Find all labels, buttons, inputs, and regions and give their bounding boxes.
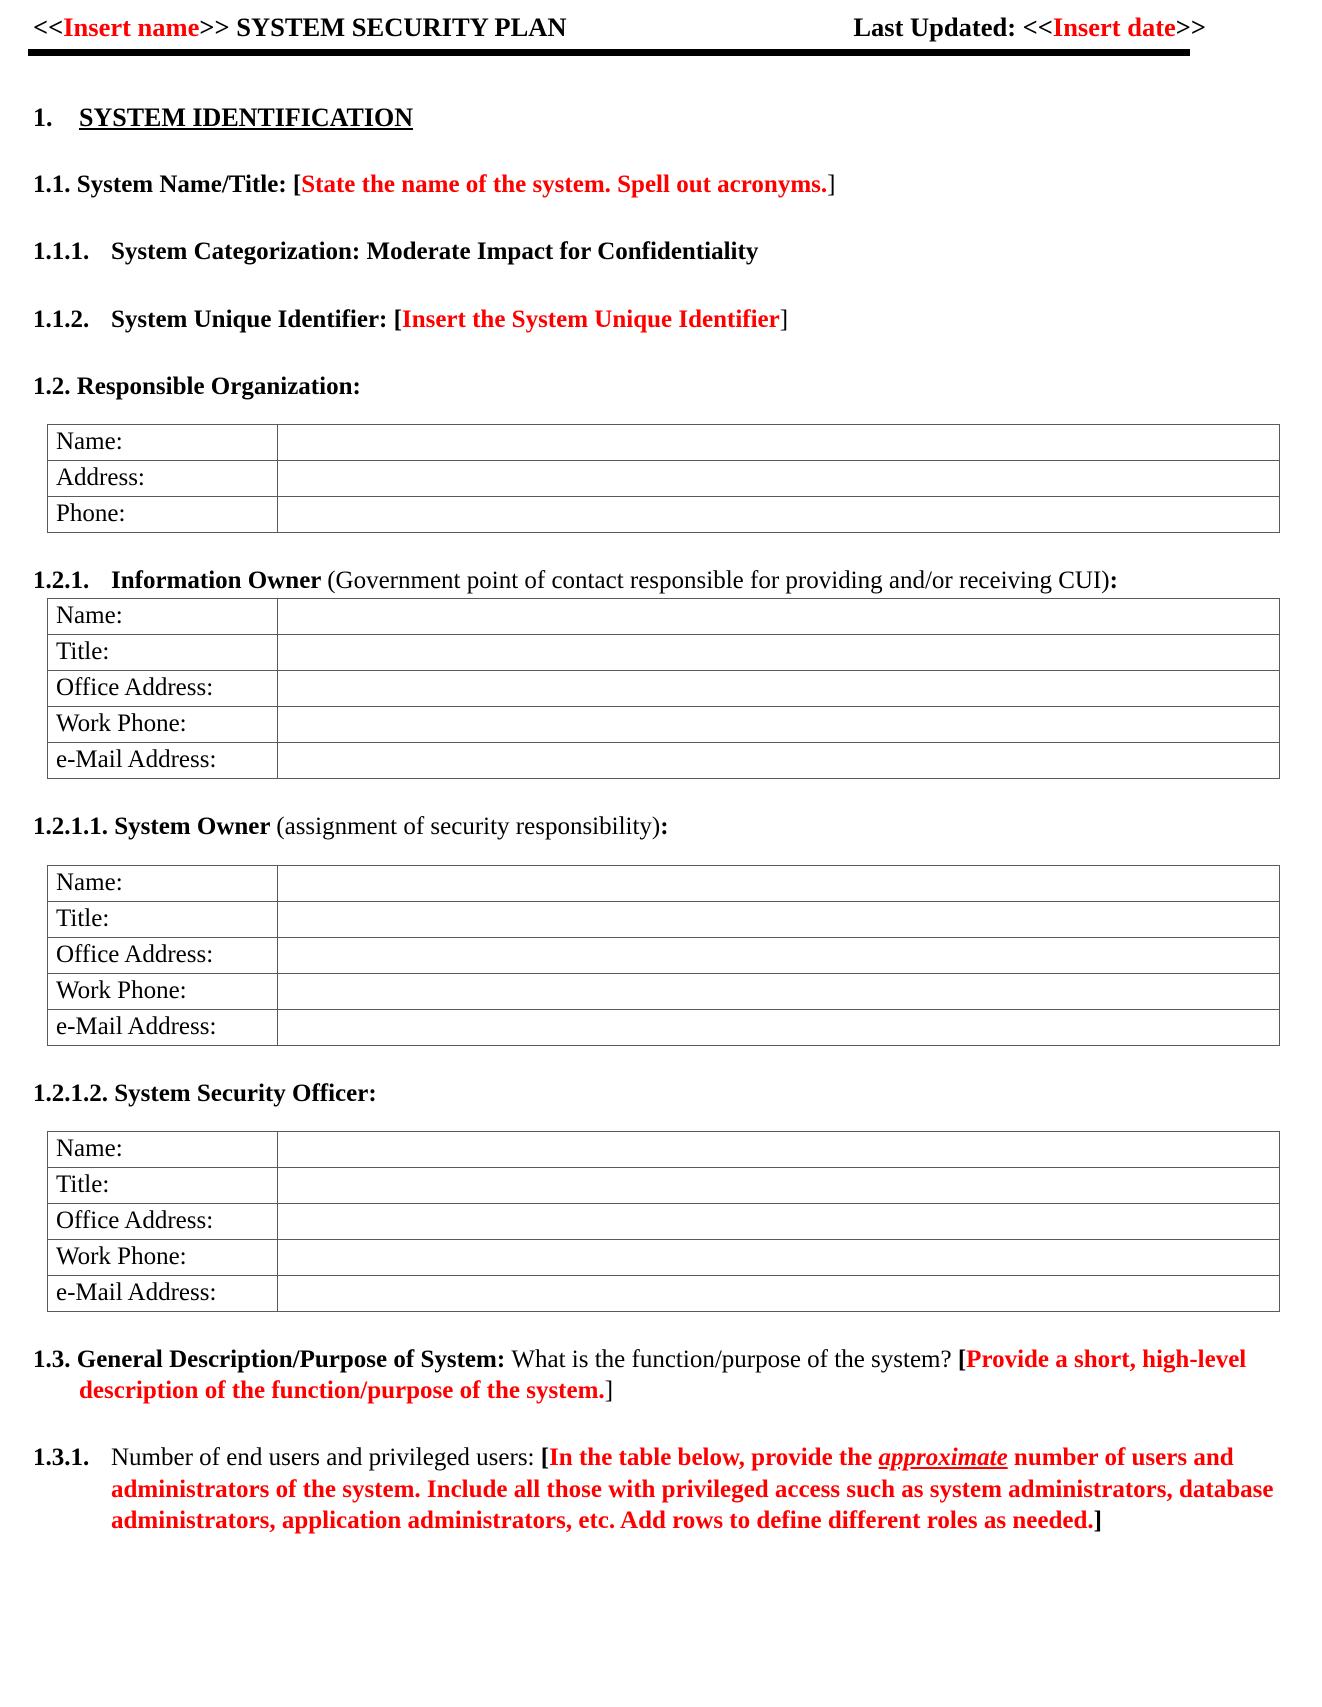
bracket-open: [ [540,1444,550,1472]
insert-name-close-chevrons: >> [199,12,230,42]
bracket-open: [ [292,171,302,199]
bracket-close: ] [604,1377,614,1405]
section-1-3-question: What is the function/purpose of the system? [511,1345,958,1373]
table-row [48,973,1280,1009]
document-title: SYSTEM SECURITY PLAN [229,12,567,42]
table-row [48,599,1280,635]
row-label-email-address: e-Mail Address: [48,1275,278,1311]
section-1-2-1-1-label: 1.2.1.1. System Owner [33,813,277,841]
row-label-email-address: e-Mail Address: [48,1009,278,1045]
section-1-2-responsible-organization: 1.2. Responsible Organization: [33,372,361,400]
section-1-1-2-system-unique-identifier [33,304,1294,335]
section-1-3-label: 1.3. General Description/Purpose of System: [33,1345,512,1373]
row-label-title: Title: [48,635,278,671]
row-value-title[interactable] [278,635,1280,671]
row-label-name: Name: [48,865,278,901]
document-body [33,102,1294,1536]
section-1-3-1-number-of-users [33,1442,1294,1536]
table-information-owner [47,598,1280,779]
table-row [48,865,1280,901]
heading-1-title: SYSTEM IDENTIFICATION [79,103,413,132]
section-1-2-1-1-parenthetical: (assignment of security responsibility) [276,813,661,841]
section-1-1-2-instruction[interactable]: Insert the System Unique Identifier [401,305,780,333]
row-label-work-phone: Work Phone: [48,973,278,1009]
row-value-address[interactable] [278,461,1280,497]
row-value-title[interactable] [278,1167,1280,1203]
table-row [48,901,1280,937]
table-row [48,1275,1280,1311]
section-1-1-2-body [111,304,1294,335]
insert-date-open-chevrons: << [1022,12,1053,42]
row-label-office-address: Office Address: [48,671,278,707]
row-value-work-phone[interactable] [278,707,1280,743]
row-value-work-phone[interactable] [278,1239,1280,1275]
insert-date-placeholder[interactable]: Insert date [1052,12,1176,42]
header-last-updated [853,12,1294,43]
row-value-name[interactable] [278,599,1280,635]
row-value-phone[interactable] [278,497,1280,533]
row-label-work-phone: Work Phone: [48,707,278,743]
section-1-2-1-parenthetical: (Government point of contact responsible for providing and/or receiving CUI) [327,567,1110,595]
section-1-1-1-number: 1.1.1. [33,238,90,266]
heading-1-number: 1. [33,103,53,132]
bracket-open: [ [393,305,402,333]
section-1-3-instruction[interactable]: Provide a short, high-level description of the function/purpose of the system. [79,1345,1247,1405]
section-1-1-label: 1.1. System Name/Title: [33,171,293,199]
section-1-2-1-number: 1.2.1. [33,567,90,595]
row-value-office-address[interactable] [278,671,1280,707]
section-1-1-system-name-title [33,169,1294,200]
section-1-2-1-information-owner [33,565,1294,596]
row-label-name: Name: [48,599,278,635]
row-value-office-address[interactable] [278,937,1280,973]
row-value-name[interactable] [278,865,1280,901]
bracket-close: ] [1093,1506,1102,1534]
insert-name-open-chevrons: << [33,12,64,42]
header-title-left [33,12,567,43]
section-1-2-1-1-system-owner [33,811,1294,842]
bracket-close: ] [827,171,836,199]
table-row [48,1167,1280,1203]
table-row [48,425,1280,461]
section-1-3-1-label: Number of end users and privileged users: [111,1444,541,1472]
row-label-phone: Phone: [48,497,278,533]
section-1-2-1-2-system-security-officer: 1.2.1.2. System Security Officer: [33,1079,377,1107]
section-1-2-1-1-colon: : [660,813,669,841]
row-value-work-phone[interactable] [278,973,1280,1009]
bracket-close: ] [779,305,789,333]
table-row [48,743,1280,779]
section-1-1-2-label: System Unique Identifier: [111,305,394,333]
table-row [48,461,1280,497]
section-1-1-1-label: System Categorization: Moderate Impact for Confidentiality [111,238,759,266]
table-system-security-officer [47,1131,1280,1312]
section-1-1-1-system-categorization [33,236,1294,267]
section-1-2-1-body [111,565,1294,596]
table-row [48,497,1280,533]
row-label-office-address: Office Address: [48,1203,278,1239]
section-1-3-1-instruction-part2[interactable]: number of users and administrators of the system. Include all those with privileged access such as system administrators, database administrators, application administrators, etc. Add rows to define different roles as needed. [111,1444,1274,1534]
last-updated-label: Last Updated: [853,12,1023,42]
row-label-name: Name: [48,425,278,461]
row-value-name[interactable] [278,425,1280,461]
row-label-address: Address: [48,461,278,497]
row-value-office-address[interactable] [278,1203,1280,1239]
table-row [48,1203,1280,1239]
row-label-title: Title: [48,901,278,937]
row-label-work-phone: Work Phone: [48,1239,278,1275]
section-1-1-instruction[interactable]: State the name of the system. Spell out acronyms. [301,171,828,199]
row-label-name: Name: [48,1131,278,1167]
table-row [48,1239,1280,1275]
table-row [48,937,1280,973]
section-1-3-1-body [111,1442,1294,1536]
heading-system-identification [33,102,1294,133]
section-1-1-2-number: 1.1.2. [33,305,90,333]
table-responsible-organization [47,424,1280,533]
table-row [48,671,1280,707]
row-label-email-address: e-Mail Address: [48,743,278,779]
section-1-3-1-instruction-part1[interactable]: In the table below, provide the [549,1444,879,1472]
section-1-3-1-emphasis-approximate: approximate [878,1444,1008,1472]
section-1-2-1-label: Information Owner [111,567,328,595]
row-value-email-address[interactable] [278,743,1280,779]
row-label-office-address: Office Address: [48,937,278,973]
header-divider-rule [28,49,1190,56]
bracket-open: [ [957,1345,967,1373]
table-system-owner [47,865,1280,1046]
insert-date-close-chevrons: >> [1175,12,1206,42]
section-1-3-1-number: 1.3.1. [33,1444,90,1472]
table-row [48,1009,1280,1045]
document-header [33,0,1294,43]
table-row [48,635,1280,671]
table-row [48,1131,1280,1167]
row-value-email-address[interactable] [278,1009,1280,1045]
row-value-title[interactable] [278,901,1280,937]
row-label-title: Title: [48,1167,278,1203]
table-row [48,707,1280,743]
row-value-email-address[interactable] [278,1275,1280,1311]
insert-name-placeholder[interactable]: Insert name [63,12,200,42]
row-value-name[interactable] [278,1131,1280,1167]
section-1-2-1-colon: : [1109,567,1118,595]
section-1-3-general-description [33,1344,1294,1407]
